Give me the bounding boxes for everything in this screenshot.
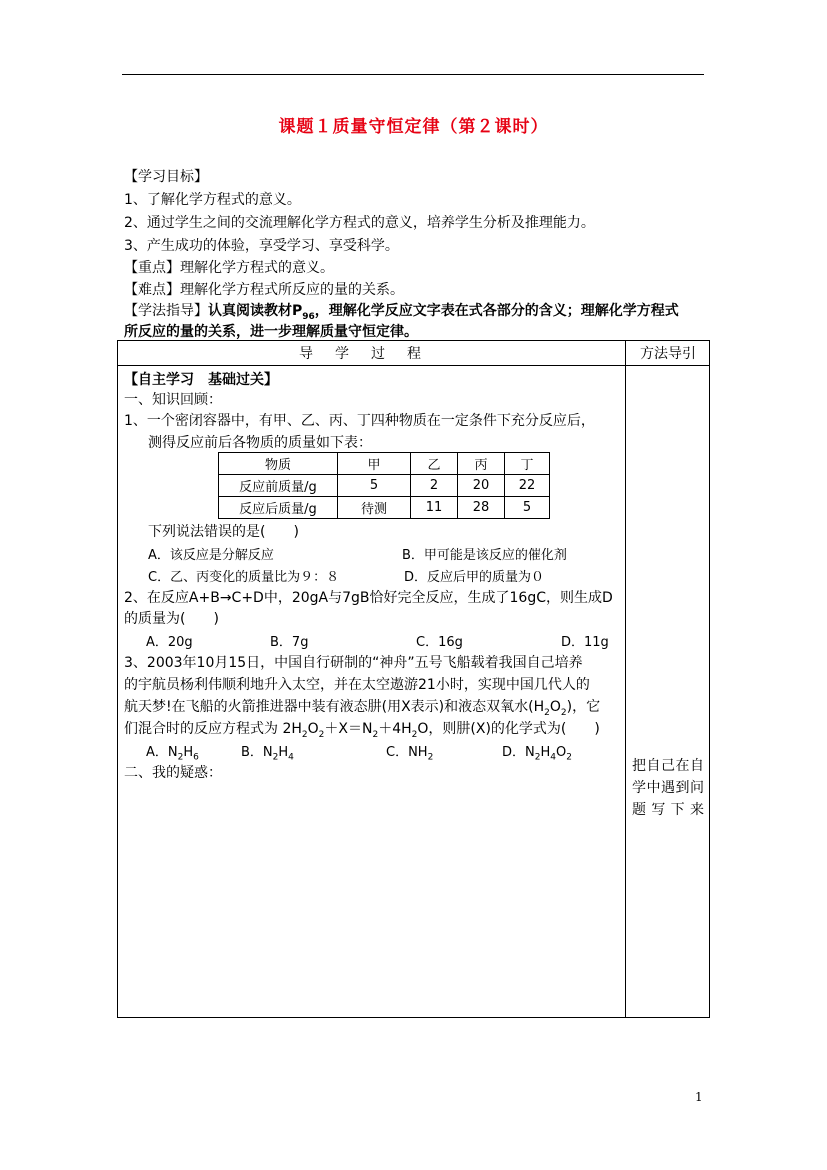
mass-table xyxy=(218,452,550,519)
table-cell: 待测 xyxy=(338,497,411,519)
subscript: 4 xyxy=(550,752,556,763)
table-cell: 物质 xyxy=(219,453,338,475)
doubts-heading: 二、我的疑惑： xyxy=(124,765,222,781)
objectives-heading: 【学习目标】 xyxy=(124,169,208,185)
q3-line-4-text: O xyxy=(307,721,319,737)
table-cell: 丁 xyxy=(505,453,550,475)
table-cell: 20 xyxy=(458,475,505,497)
subscript: 2 xyxy=(427,752,434,763)
q2-option-d: D．11g xyxy=(561,635,609,650)
table-row xyxy=(219,475,550,497)
q3-line-4-text: ＋4H xyxy=(378,721,412,737)
guidance xyxy=(124,300,679,322)
subscript: 2 xyxy=(318,729,325,740)
subscript: 2 xyxy=(177,752,184,763)
q3-line-3-text: O xyxy=(549,699,561,715)
side-note: 把自己在自学中遇到问题写下来 xyxy=(632,758,704,818)
q3-line-1: 3、2003年10月15日，中国自行研制的“神舟”五号飞船载着我国自己培养 xyxy=(124,655,583,671)
table-divider-horizontal xyxy=(117,365,710,366)
table-cell: 反应前质量/g xyxy=(219,475,338,497)
page-title: 课题１质量守恒定律（第２课时） xyxy=(278,117,549,137)
q2-option-c: C．16g xyxy=(416,635,463,650)
q3-line-3 xyxy=(124,696,600,718)
table-cell: 乙 xyxy=(411,453,458,475)
q1-option-a: A．该反应是分解反应 xyxy=(148,548,274,563)
q3-option-c xyxy=(386,741,433,763)
header-rule xyxy=(122,74,704,75)
subscript: 2 xyxy=(272,752,279,763)
self-study-heading: 【自主学习 基础过关】 xyxy=(124,372,278,388)
review-heading: 一、知识回顾： xyxy=(124,392,222,408)
q3-line-4-text: ＋X＝N xyxy=(324,721,373,737)
q2-option-a: A．20g xyxy=(146,635,193,650)
table-cell: 28 xyxy=(458,497,505,519)
subscript: 2 xyxy=(544,707,550,718)
option-text: B．N xyxy=(241,745,273,760)
q1-option-b: B．甲可能是该反应的催化剂 xyxy=(402,548,567,563)
option-text: H xyxy=(278,745,289,760)
subscript: 2 xyxy=(301,729,308,740)
option-text: O xyxy=(556,745,567,760)
subscript: 4 xyxy=(288,752,294,763)
option-text: A．N xyxy=(146,745,178,760)
q1-line-1: 1、一个密闭容器中，有甲、乙、丙、丁四种物质在一定条件下充分反应后， xyxy=(124,413,595,429)
q2-option-b: B．7g xyxy=(270,635,309,650)
table-cell: 甲 xyxy=(338,453,411,475)
table-divider-vertical xyxy=(625,340,626,1018)
q3-option-a xyxy=(146,741,199,763)
table-row xyxy=(219,497,550,519)
q2-line-1: 2、在反应A+B→C+D中，20gA与7gB恰好完全反应，生成了16gC，则生成D xyxy=(124,590,613,606)
difficulty-text: 理解化学方程式所反应的量的关系。 xyxy=(180,282,404,298)
header-method: 方法导引 xyxy=(640,346,696,362)
guidance-text-a: 认真阅读教材P xyxy=(208,303,303,319)
objective-2: 2、通过学生之间的交流理解化学方程式的意义，培养学生分析及推理能力。 xyxy=(124,215,595,231)
table-cell: 丙 xyxy=(458,453,505,475)
table-cell: 反应后质量/g xyxy=(219,497,338,519)
subscript: 2 xyxy=(372,729,379,740)
q3-option-d xyxy=(502,741,572,763)
guidance-sub: 96 xyxy=(302,311,315,322)
q3-line-4-text: 们混合时的反应方程式为 2H xyxy=(124,721,302,737)
key-point-text: 理解化学方程式的意义。 xyxy=(180,260,334,276)
key-point-label: 【重点】 xyxy=(124,260,180,276)
table-row xyxy=(219,453,550,475)
page-number: 1 xyxy=(695,1090,703,1104)
subscript: 2 xyxy=(566,752,572,763)
table-cell: 5 xyxy=(338,475,411,497)
key-point xyxy=(124,257,334,277)
guidance-line-2: 所反应的量的关系，进一步理解质量守恒定律。 xyxy=(124,324,418,340)
option-text: C．NH xyxy=(386,745,428,760)
q3-line-3-text: 航天梦!在飞船的火箭推进器中装有液态肼(用X表示)和液态双氧水(H xyxy=(124,699,545,715)
q3-option-b xyxy=(241,741,294,763)
q3-line-2: 的宇航员杨利伟顺利地升入太空，并在太空遨游21小时，实现中国几代人的 xyxy=(124,677,590,693)
table-cell: 2 xyxy=(411,475,458,497)
header-process: 导学过程 xyxy=(299,346,443,362)
option-text: D．N xyxy=(502,745,535,760)
option-text: H xyxy=(540,745,551,760)
difficulty xyxy=(124,279,404,299)
table-cell: 11 xyxy=(411,497,458,519)
q2-line-2: 的质量为( ) xyxy=(124,611,219,627)
difficulty-label: 【难点】 xyxy=(124,282,180,298)
subscript: 6 xyxy=(193,752,199,763)
q1-option-d: D．反应后甲的质量为０ xyxy=(404,570,545,585)
q3-line-4 xyxy=(124,718,600,740)
q1-line-2: 测得反应前后各物质的质量如下表： xyxy=(148,435,372,451)
q3-line-4-text: O，则肼(X)的化学式为( ) xyxy=(417,721,600,737)
subscript: 2 xyxy=(411,729,418,740)
objective-1: 1、了解化学方程式的意义。 xyxy=(124,192,301,208)
guidance-text-b: ，理解化学反应文字表在式各部分的含义；理解化学方程式 xyxy=(314,303,679,319)
objective-3: 3、产生成功的体验，享受学习、享受科学。 xyxy=(124,238,399,254)
table-cell: 5 xyxy=(505,497,550,519)
guidance-label: 【学法指导】 xyxy=(124,303,208,319)
q1-option-c: C．乙、丙变化的质量比为９：８ xyxy=(148,570,340,585)
subscript: 2 xyxy=(560,707,567,718)
table-cell: 22 xyxy=(505,475,550,497)
subscript: 2 xyxy=(534,752,541,763)
q1-prompt: 下列说法错误的是( ) xyxy=(148,524,299,540)
option-text: H xyxy=(183,745,194,760)
q3-line-3-text: )，它 xyxy=(566,699,601,715)
